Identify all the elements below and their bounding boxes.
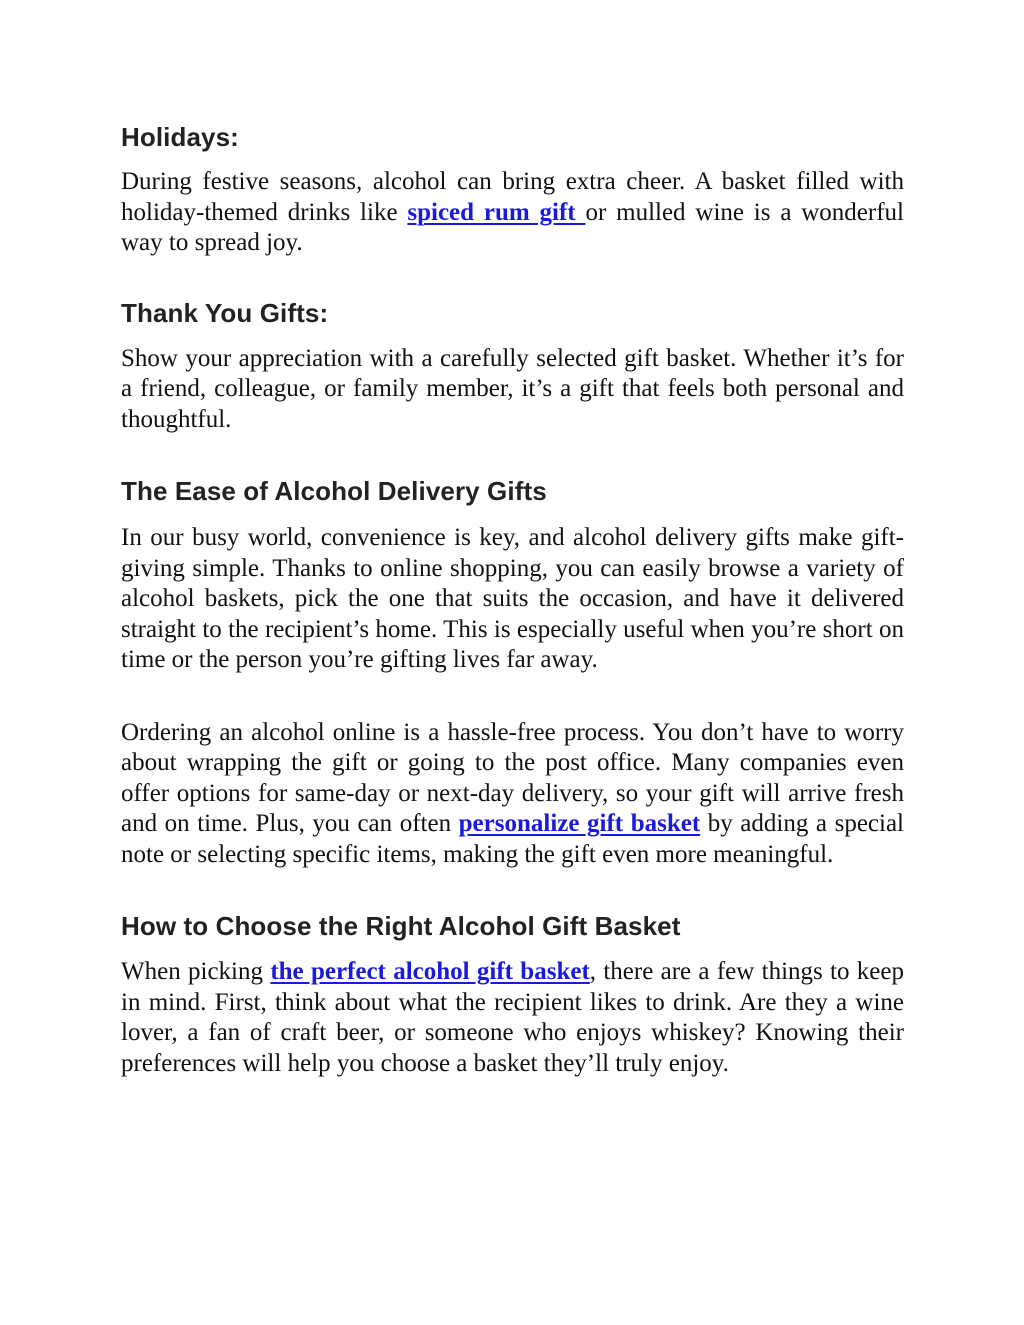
paragraph-ease-2: [121, 718, 904, 871]
paragraph-ease-1: In our busy world, convenience is key, and alcohol delivery gifts make gift-giving simple. Thanks to online shopping, you can easily browse a variety of alcohol baskets, pick the one that suits the occasion, and have it delivered straight to the recipient’s home. This is especially useful when you’re short on time or the person you’re gifting lives far away.: [121, 524, 904, 673]
paragraph-thank-you-gifts: Show your appreciation with a carefully selected gift basket. Whether it’s for a friend, colleague, or family member, it’s a gift that feels both personal and thoughtful.: [121, 344, 904, 433]
paragraph-holidays: [121, 167, 904, 259]
link-personalize-gift-basket[interactable]: personalize gift basket: [458, 810, 701, 837]
document-page: [121, 0, 904, 1079]
text-segment: Ordering an alcohol online is a hassle-free process. You don’t have to worry about wrapping the gift or going to the post office. Many companies even offer options for same-day or next-day delivery, so your gift will arrive fresh and on time. Plus, you can often: [121, 718, 904, 837]
heading-holidays: Holidays:: [121, 122, 239, 152]
link-perfect-alcohol-gift-basket[interactable]: the perfect alcohol gift basket: [270, 958, 590, 985]
text-segment: , there are a few things to keep in mind. First, think about what the recipient likes to drink. Are they a wine lover, a fan of craft beer, or someone who enjoys whiskey? Knowing their preferences will help you choose a basket they’ll truly enjoy.: [121, 958, 904, 1077]
heading-ease-of-delivery: The Ease of Alcohol Delivery Gifts: [121, 476, 547, 506]
text-segment: When picking: [121, 958, 271, 985]
link-spiced-rum-gift[interactable]: spiced rum gift: [407, 198, 586, 226]
text-segment: or mulled wine is a wonderful way to spread joy.: [121, 198, 904, 256]
heading-choose-basket: How to Choose the Right Alcohol Gift Basket: [121, 911, 681, 941]
text-segment: by adding a special note or selecting specific items, making the gift even more meaningful.: [121, 810, 904, 868]
text-segment: During festive seasons, alcohol can bring extra cheer. A basket filled with holiday-themed drinks like: [121, 168, 904, 226]
paragraph-choose-basket: [121, 957, 904, 1079]
heading-thank-you-gifts: Thank You Gifts:: [121, 297, 329, 328]
